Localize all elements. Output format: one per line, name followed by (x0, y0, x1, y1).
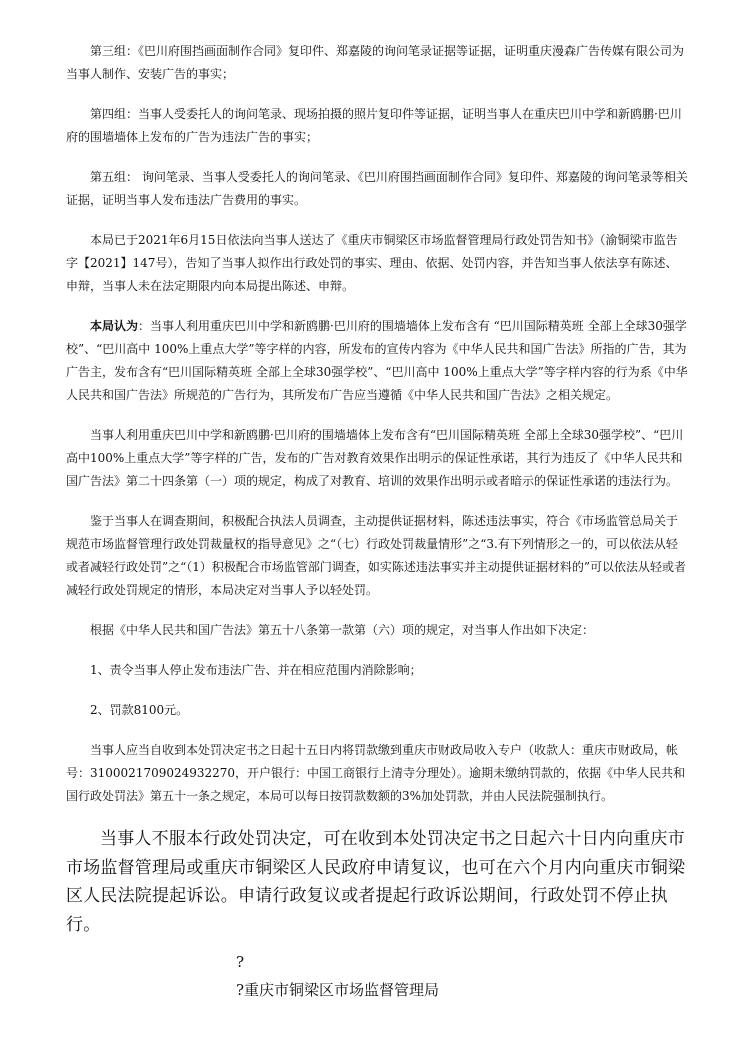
notice-delivery-paragraph: 本局已于2021年6月15日依法向当事人送达了《重庆市铜梁区市场监督管理局行政处罚告知书》（渝铜梁市监告字【2021】147号），告知了当事人拟作出行政处罚的事实、理由、依据、处罚内容，并告知当事人依法享有陈述、申辩，当事人未在法定期限内向本局提出陈述、申辩。 (66, 233, 678, 293)
evidence-group-4: 第四组：当事人受委托人的询问笔录、现场拍摄的照片复印件等证据，证明当事人在重庆巴川中学和新鸥鹏·巴川府的围墙墙体上发布的广告为违法广告的事实； (66, 107, 682, 144)
decision-item-1: 1、责令当事人停止发布违法广告、并在相应范围内消除影响； (90, 663, 422, 677)
mitigation-paragraph: 鉴于当事人在调查期间，积极配合执法人员调查，主动提供证据材料，陈述违法事实，符合《市场监管总局关于规范市场监督管理行政处罚裁量权的指导意见》之“（七）行政处罚裁量情形”之“3.有下列情形之一的，可以依法从轻或者减轻行政处罚”之“（1）积极配合市场监管部门调查，如实陈述违法事实并主动提供证据材料的”可以依法从轻或者减轻行政处罚规定的情形，本局决定对当事人予以轻处罚。 (66, 514, 687, 597)
evidence-group-3: 第三组：《巴川府围挡画面制作合同》复印件、郑嘉陵的询问笔录证据等证据，证明重庆漫森广告传媒有限公司为当事人制作、安装广告的事实； (66, 44, 685, 81)
finding-lead: 本局认为 (90, 319, 139, 333)
issuing-authority: ?重庆市铜梁区市场监督管理局 (236, 981, 440, 999)
finding-paragraph (66, 315, 688, 407)
signature-block (236, 948, 439, 1004)
payment-paragraph: 当事人应当自收到本处罚决定书之日起十五日内将罚款缴到重庆市财政局收入专户（收款人：重庆市财政局，帐号：3100021709024932270，开户银行：中国工商银行上清寺分理处）。逾期未缴纳罚款的，依据《中华人民共和国行政处罚法》第五十一条之规定，本局可以每日按罚款数额的3%加处罚款，并由人民法院强制执行。 (66, 743, 686, 803)
legal-basis-paragraph: 根据《中华人民共和国广告法》第五十八条第一款第（六）项的规定，对当事人作出如下决定： (90, 623, 595, 637)
finding-text: ：当事人利用重庆巴川中学和新鸥鹏·巴川府的围墙墙体上发布含有 “巴川国际精英班 全部上全球30强学校”、“巴川高中 100%上重点大学”等字样的内容，所发布的宣传内容为《中华人民共和国广告法》所指的广告，其为广告主，发布含有“巴川国际精英班 全部上全球30强学校”、“巴川高中 100%上重点大学”等字样内容的行为系《中华人民共和国广告法》所规范的广告行为，其所发布广告应当遵循《中华人民共和国广告法》之相关规定。 (66, 319, 688, 402)
violation-paragraph: 当事人利用重庆巴川中学和新鸥鹏·巴川府的围墙墙体上发布含有“巴川国际精英班 全部上全球30强学校”、“巴川高中100%上重点大学”等字样的广告，发布的广告对教育效果作出明示的保证性承诺，其行为违反了《中华人民共和国广告法》第二十四条第（一）项的规定，构成了对教育、培训的效果作出明示或者暗示的保证性承诺的违法行为。 (66, 428, 684, 488)
signature-placeholder: ? (236, 953, 245, 971)
appeal-paragraph: 当事人不服本行政处罚决定，可在收到本处罚决定书之日起六十日内向重庆市市场监督管理局或重庆市铜梁区人民政府申请复议，也可在六个月内向重庆市铜梁区人民法院提起诉讼。申请行政复议或者提起行政诉讼期间，行政处罚不停止执行。 (66, 829, 686, 935)
evidence-group-5: 第五组： 询问笔录、当事人受委托人的询问笔录、《巴川府围挡画面制作合同》复印件、郑嘉陵的询问笔录等相关证据，证明当事人发布违法广告费用的事实。 (66, 170, 688, 207)
decision-item-2: 2、罚款8100元。 (90, 703, 189, 717)
